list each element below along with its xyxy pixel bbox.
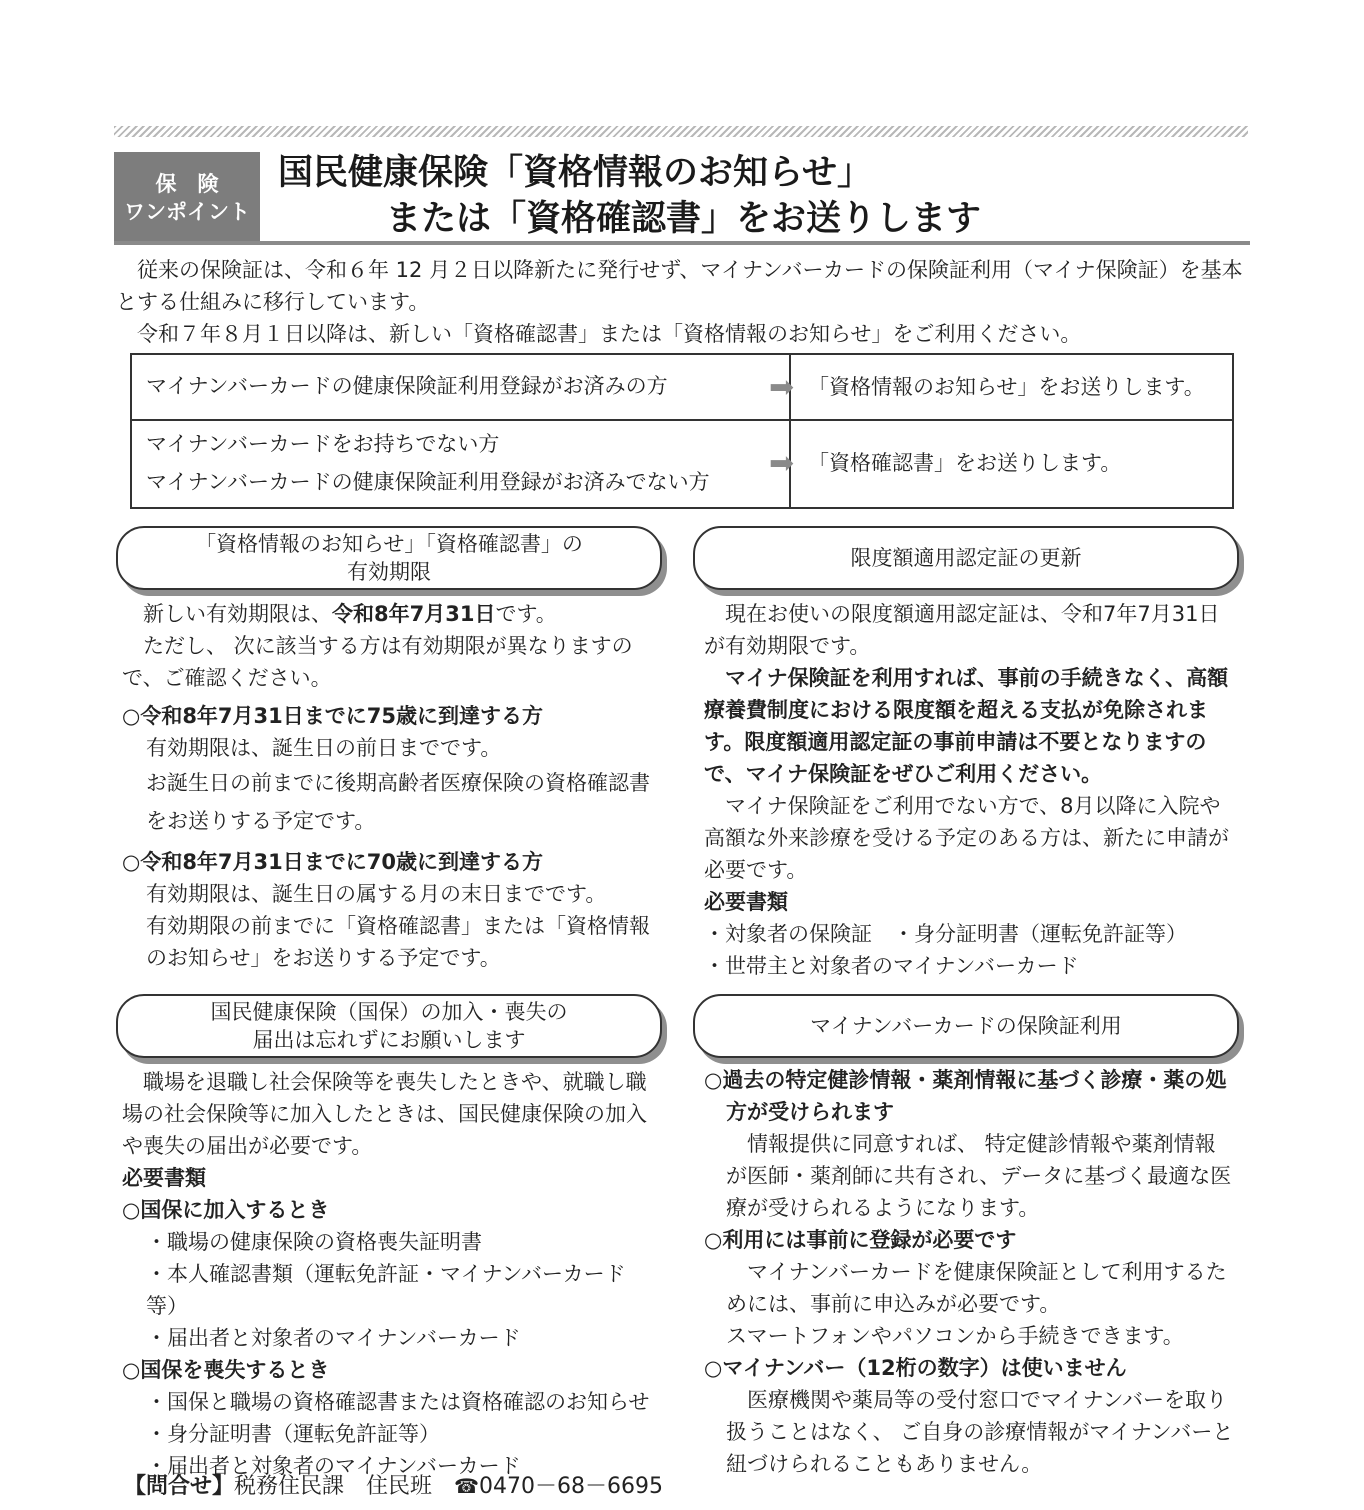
enrollment-heading	[116, 994, 662, 1058]
age70-title: ○令和8年7月31日までに70歳に到達する方	[122, 850, 543, 874]
lose-doc-1: ・国保と職場の資格確認書または資格確認のお知らせ	[146, 1390, 650, 1414]
limit-certificate-heading-text: 限度額適用認定証の更新	[850, 546, 1082, 570]
age70-line1: 有効期限は、誕生日の属する月の末日までです。	[146, 882, 607, 906]
contact-tel: 0470－68－6695	[478, 1474, 663, 1499]
delivery-table	[130, 353, 1234, 509]
intro-paragraph-2: 令和７年８月１日以降は、新しい「資格確認書」または「資格情報のお知らせ」をご利用ください。	[137, 322, 1082, 346]
validity-heading-line2: 有効期限	[347, 560, 431, 584]
lose-doc-2: ・身分証明書（運転免許証等）	[146, 1422, 440, 1446]
enrollment-heading-line2: 届出は忘れずにお願いします	[252, 1028, 526, 1052]
tag-line1: 保 険	[155, 172, 219, 196]
age75-title: ○令和8年7月31日までに75歳に到達する方	[122, 704, 543, 728]
arrow-right-icon: ➡	[769, 446, 795, 481]
validity-heading-line1: 「資格情報のお知らせ」「資格確認書」の	[195, 532, 583, 556]
limit-paragraph-1: 現在お使いの限度額適用認定証は、令和7年7月31日が有効期限です。	[704, 602, 1220, 658]
benefit-title: ○過去の特定健診情報・薬剤情報に基づく診療・薬の処方が受けられます	[704, 1068, 1227, 1124]
no-number-body: 医療機関や薬局等の受付窓口でマイナンバーを取り扱うことはなく、 ご自身の診療情報がマイナンバーと紐づけられることもありません。	[726, 1388, 1234, 1476]
registration-body-1: マイナンバーカードを健康保険証として利用するためには、事前に申込みが必要です。	[726, 1260, 1227, 1316]
contact-dept: 税務住民課 住民班	[234, 1474, 433, 1499]
validity-date: 令和8年7月31日	[332, 602, 496, 626]
join-doc-2: ・本人確認書類（運転免許証・マイナンバーカード等）	[146, 1262, 626, 1318]
join-doc-3: ・届出者と対象者のマイナンバーカード	[146, 1326, 521, 1350]
age75-line1: 有効期限は、誕生日の前日までです。	[146, 736, 502, 760]
validity-body	[122, 598, 654, 974]
tag-line2: ワンポイント	[124, 200, 250, 224]
title-underline	[114, 241, 1250, 245]
row2-condition	[146, 425, 710, 501]
my-number-heading	[693, 994, 1239, 1058]
enrollment-paragraph: 職場を退職し社会保険等を喪失したときや、就職し職場の社会保険等に加入したときは、国民健康保険の加入や喪失の届出が必要です。	[122, 1070, 647, 1158]
validity-heading	[116, 526, 662, 590]
title-line1: 国民健康保険「資格情報のお知らせ」	[278, 153, 872, 193]
row2-condition-line1: マイナンバーカードをお持ちでない方	[146, 432, 500, 456]
validity-text: 新しい有効期限は、	[143, 602, 332, 626]
enrollment-body	[122, 1066, 654, 1482]
lose-title: ○国保を喪失するとき	[122, 1358, 330, 1382]
table-row	[132, 355, 1232, 421]
intro-paragraph-1: 従来の保険証は、令和６年 12 月２日以降新たに発行せず、マイナンバーカードの保険証利用（マイナ保険証）を基本とする仕組みに移行しています。	[116, 258, 1243, 314]
no-number-title: ○マイナンバー（12桁の数字）は使いません	[704, 1356, 1127, 1380]
table-row	[132, 419, 1232, 507]
enrollment-heading-line1: 国民健康保険（国保）の加入・喪失の	[210, 1000, 568, 1024]
limit-doc-1: ・対象者の保険証 ・身分証明書（運転免許証等）	[704, 922, 1187, 946]
validity-paragraph-2: ただし、 次に該当する方は有効期限が異なりますので、ご確認ください。	[122, 634, 633, 690]
row1-result: 「資格情報のお知らせ」をお送りします。	[808, 375, 1205, 399]
limit-paragraph-2: マイナ保険証を利用すれば、事前の手続きなく、高額療養費制度における限度額を超える支払が免除されます。限度額適用認定証の事前申請は不要となりますので、マイナ保険証をぜひご利用ください。	[704, 666, 1229, 786]
phone-icon: ☎	[454, 1474, 479, 1498]
age75-line2: お誕生日の前までに後期高齢者医療保険の資格確認書をお送りする予定です。	[146, 771, 650, 833]
registration-body-2: スマートフォンやパソコンから手続きできます。	[726, 1324, 1184, 1348]
row1-condition: マイナンバーカードの健康保険証利用登録がお済みの方	[146, 374, 668, 398]
limit-doc-2: ・世帯主と対象者のマイナンバーカード	[704, 954, 1079, 978]
join-doc-1: ・職場の健康保険の資格喪失証明書	[146, 1230, 482, 1254]
section-tag	[114, 152, 260, 242]
limit-docs-title: 必要書類	[704, 890, 788, 914]
enrollment-docs-title: 必要書類	[122, 1166, 206, 1190]
validity-paragraph-1	[122, 598, 654, 630]
row2-result: 「資格確認書」をお送りします。	[808, 451, 1122, 475]
arrow-right-icon: ➡	[769, 370, 795, 405]
age70-line2: 有効期限の前までに「資格確認書」または「資格情報のお知らせ」をお送りする予定です。	[146, 914, 650, 970]
limit-paragraph-3: マイナ保険証をご利用でない方で、8月以降に入院や高額な外来診療を受ける予定のある方は、新たに申請が必要です。	[704, 794, 1229, 882]
my-number-body	[704, 1064, 1236, 1480]
contact-info	[124, 1470, 663, 1503]
limit-certificate-heading	[693, 526, 1239, 590]
limit-certificate-body	[704, 598, 1236, 982]
registration-title: ○利用には事前に登録が必要です	[704, 1228, 1017, 1252]
benefit-body: 情報提供に同意すれば、 特定健診情報や薬剤情報が医師・薬剤師に共有され、データに基づく最適な医療が受けられるようになります。	[726, 1132, 1232, 1220]
title-line2: または「資格確認書」をお送りします	[386, 199, 982, 239]
decorative-stripe	[114, 126, 1248, 137]
contact-label: 【問合せ】	[124, 1474, 235, 1499]
lose-doc-3: ・届出者と対象者のマイナンバーカード	[146, 1454, 521, 1478]
intro-text	[116, 254, 1252, 350]
join-title: ○国保に加入するとき	[122, 1198, 330, 1222]
row2-condition-line2: マイナンバーカードの健康保険証利用登録がお済みでない方	[146, 470, 710, 494]
validity-text-end: です。	[495, 602, 557, 626]
page-title	[278, 150, 1238, 242]
my-number-heading-text: マイナンバーカードの保険証利用	[810, 1014, 1122, 1038]
